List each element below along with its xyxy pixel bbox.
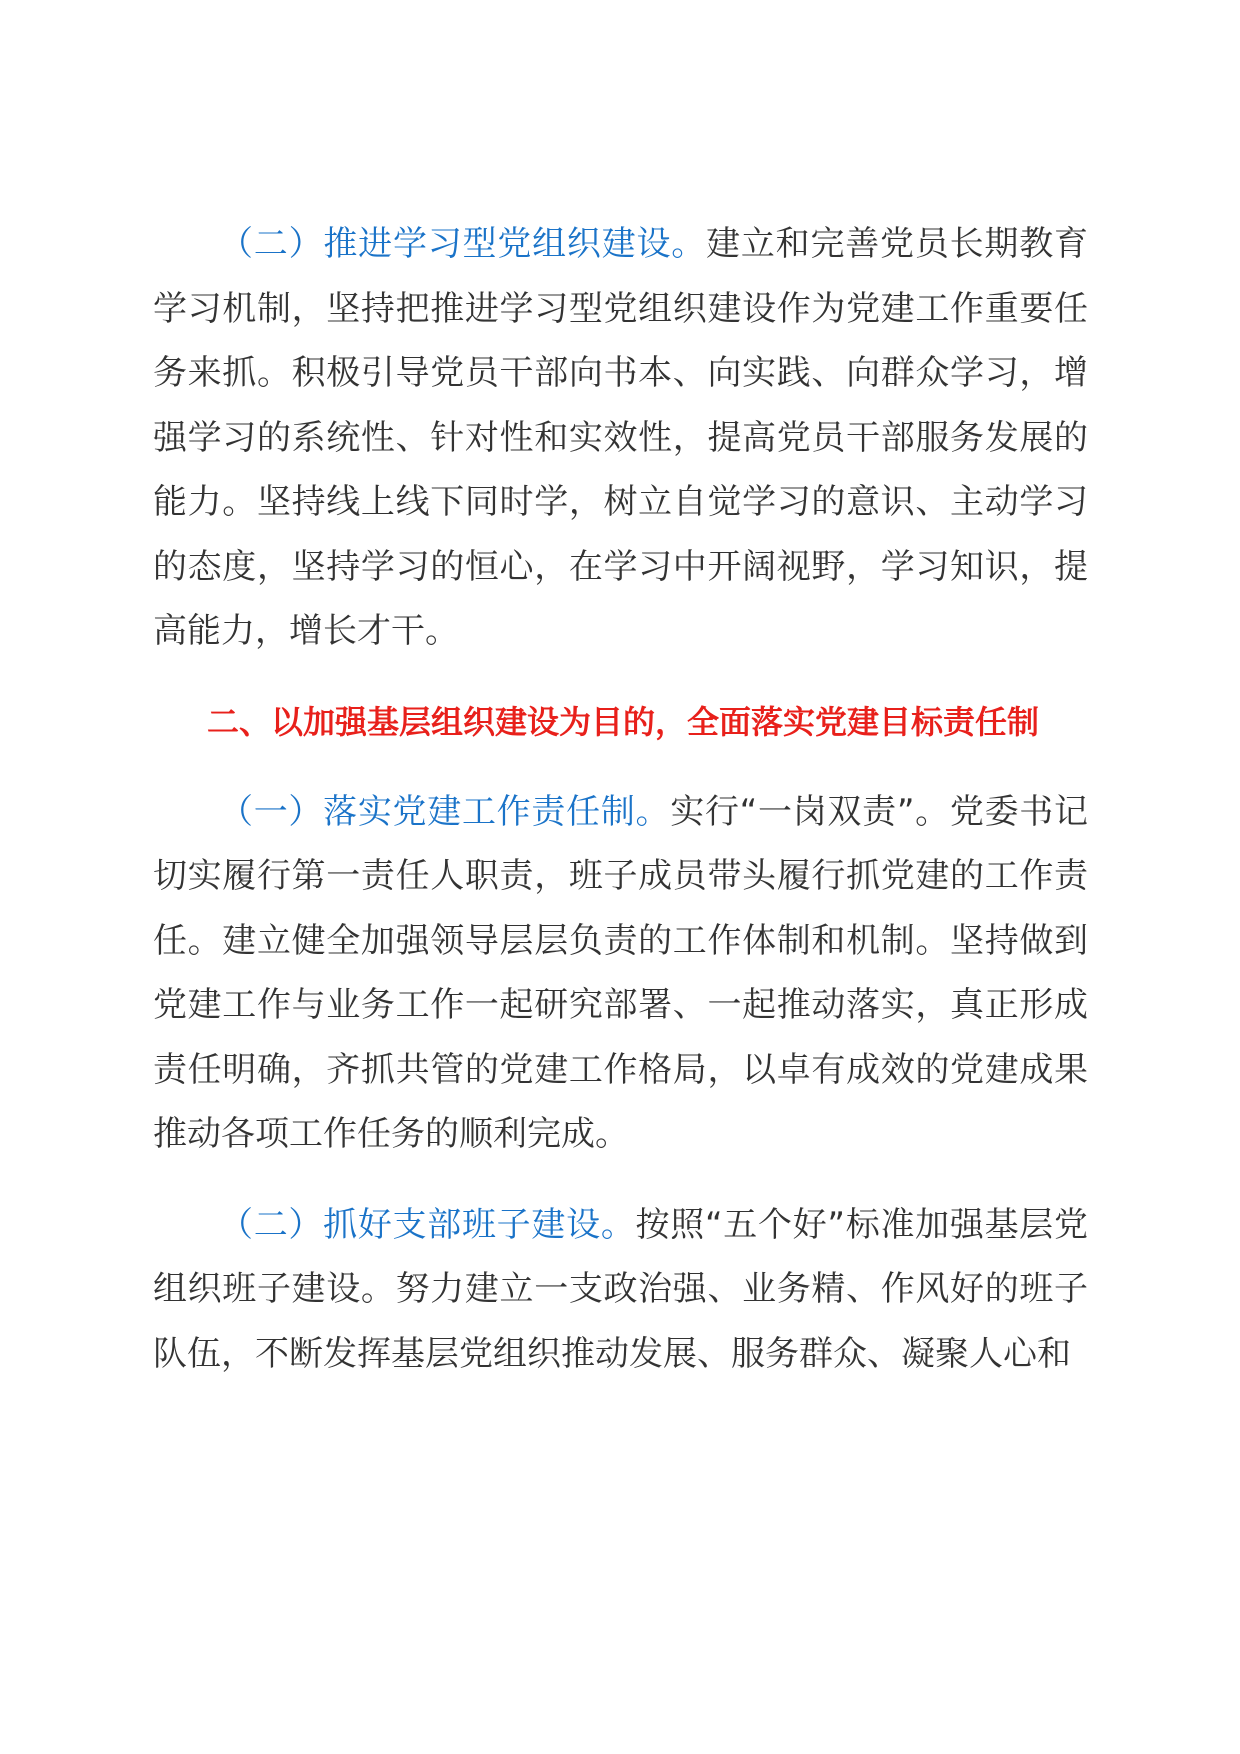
paragraph-text: 建立和完善党员长期教育学习机制，坚持把推进学习型党组织建设作为党建工作重要任务来抓。积极引导党员干部向书本、向实践、向群众学习，增强学习的系统性、针对性和实效性，提高党员干部服务发展的能力。坚持线上线下同时学，树立自觉学习的意识、主动学习的态度，坚持学习的恒心，在学习中开阔视野，学习知识，提高能力，增长才干。 bbox=[153, 224, 1089, 651]
paragraph-heading: （二）抓好支部班子建设。 bbox=[219, 1204, 636, 1245]
paragraph-heading: （二）推进学习型党组织建设。 bbox=[219, 224, 707, 264]
paragraph-heading: （一）落实党建工作责任制。 bbox=[219, 791, 671, 832]
paragraph-study-organization bbox=[153, 212, 1088, 664]
document-body bbox=[153, 212, 1088, 1412]
paragraph-text: 实行“一岗双责”。党委书记切实履行第一责任人职责，班子成员带头履行抓党建的工作责任。建立健全加强领导层层负责的工作体制和机制。坚持做到党建工作与业务工作一起研究部署、一起推动落实，真正形成责任明确，齐抓共管的党建工作格局，以卓有成效的党建成果推动各项工作任务的顺利完成。 bbox=[153, 791, 1089, 1154]
paragraph-branch-team bbox=[153, 1193, 1088, 1387]
paragraph-responsibility-system bbox=[153, 780, 1088, 1167]
section-heading: 二、以加强基层组织建设为目的，全面落实党建目标责任制 bbox=[207, 702, 1040, 741]
paragraph-text: 按照“五个好”标准加强基层党组织班子建设。努力建立一支政治强、业务精、作风好的班子队伍，不断发挥基层党组织推动发展、服务群众、凝聚人心和 bbox=[153, 1204, 1088, 1374]
